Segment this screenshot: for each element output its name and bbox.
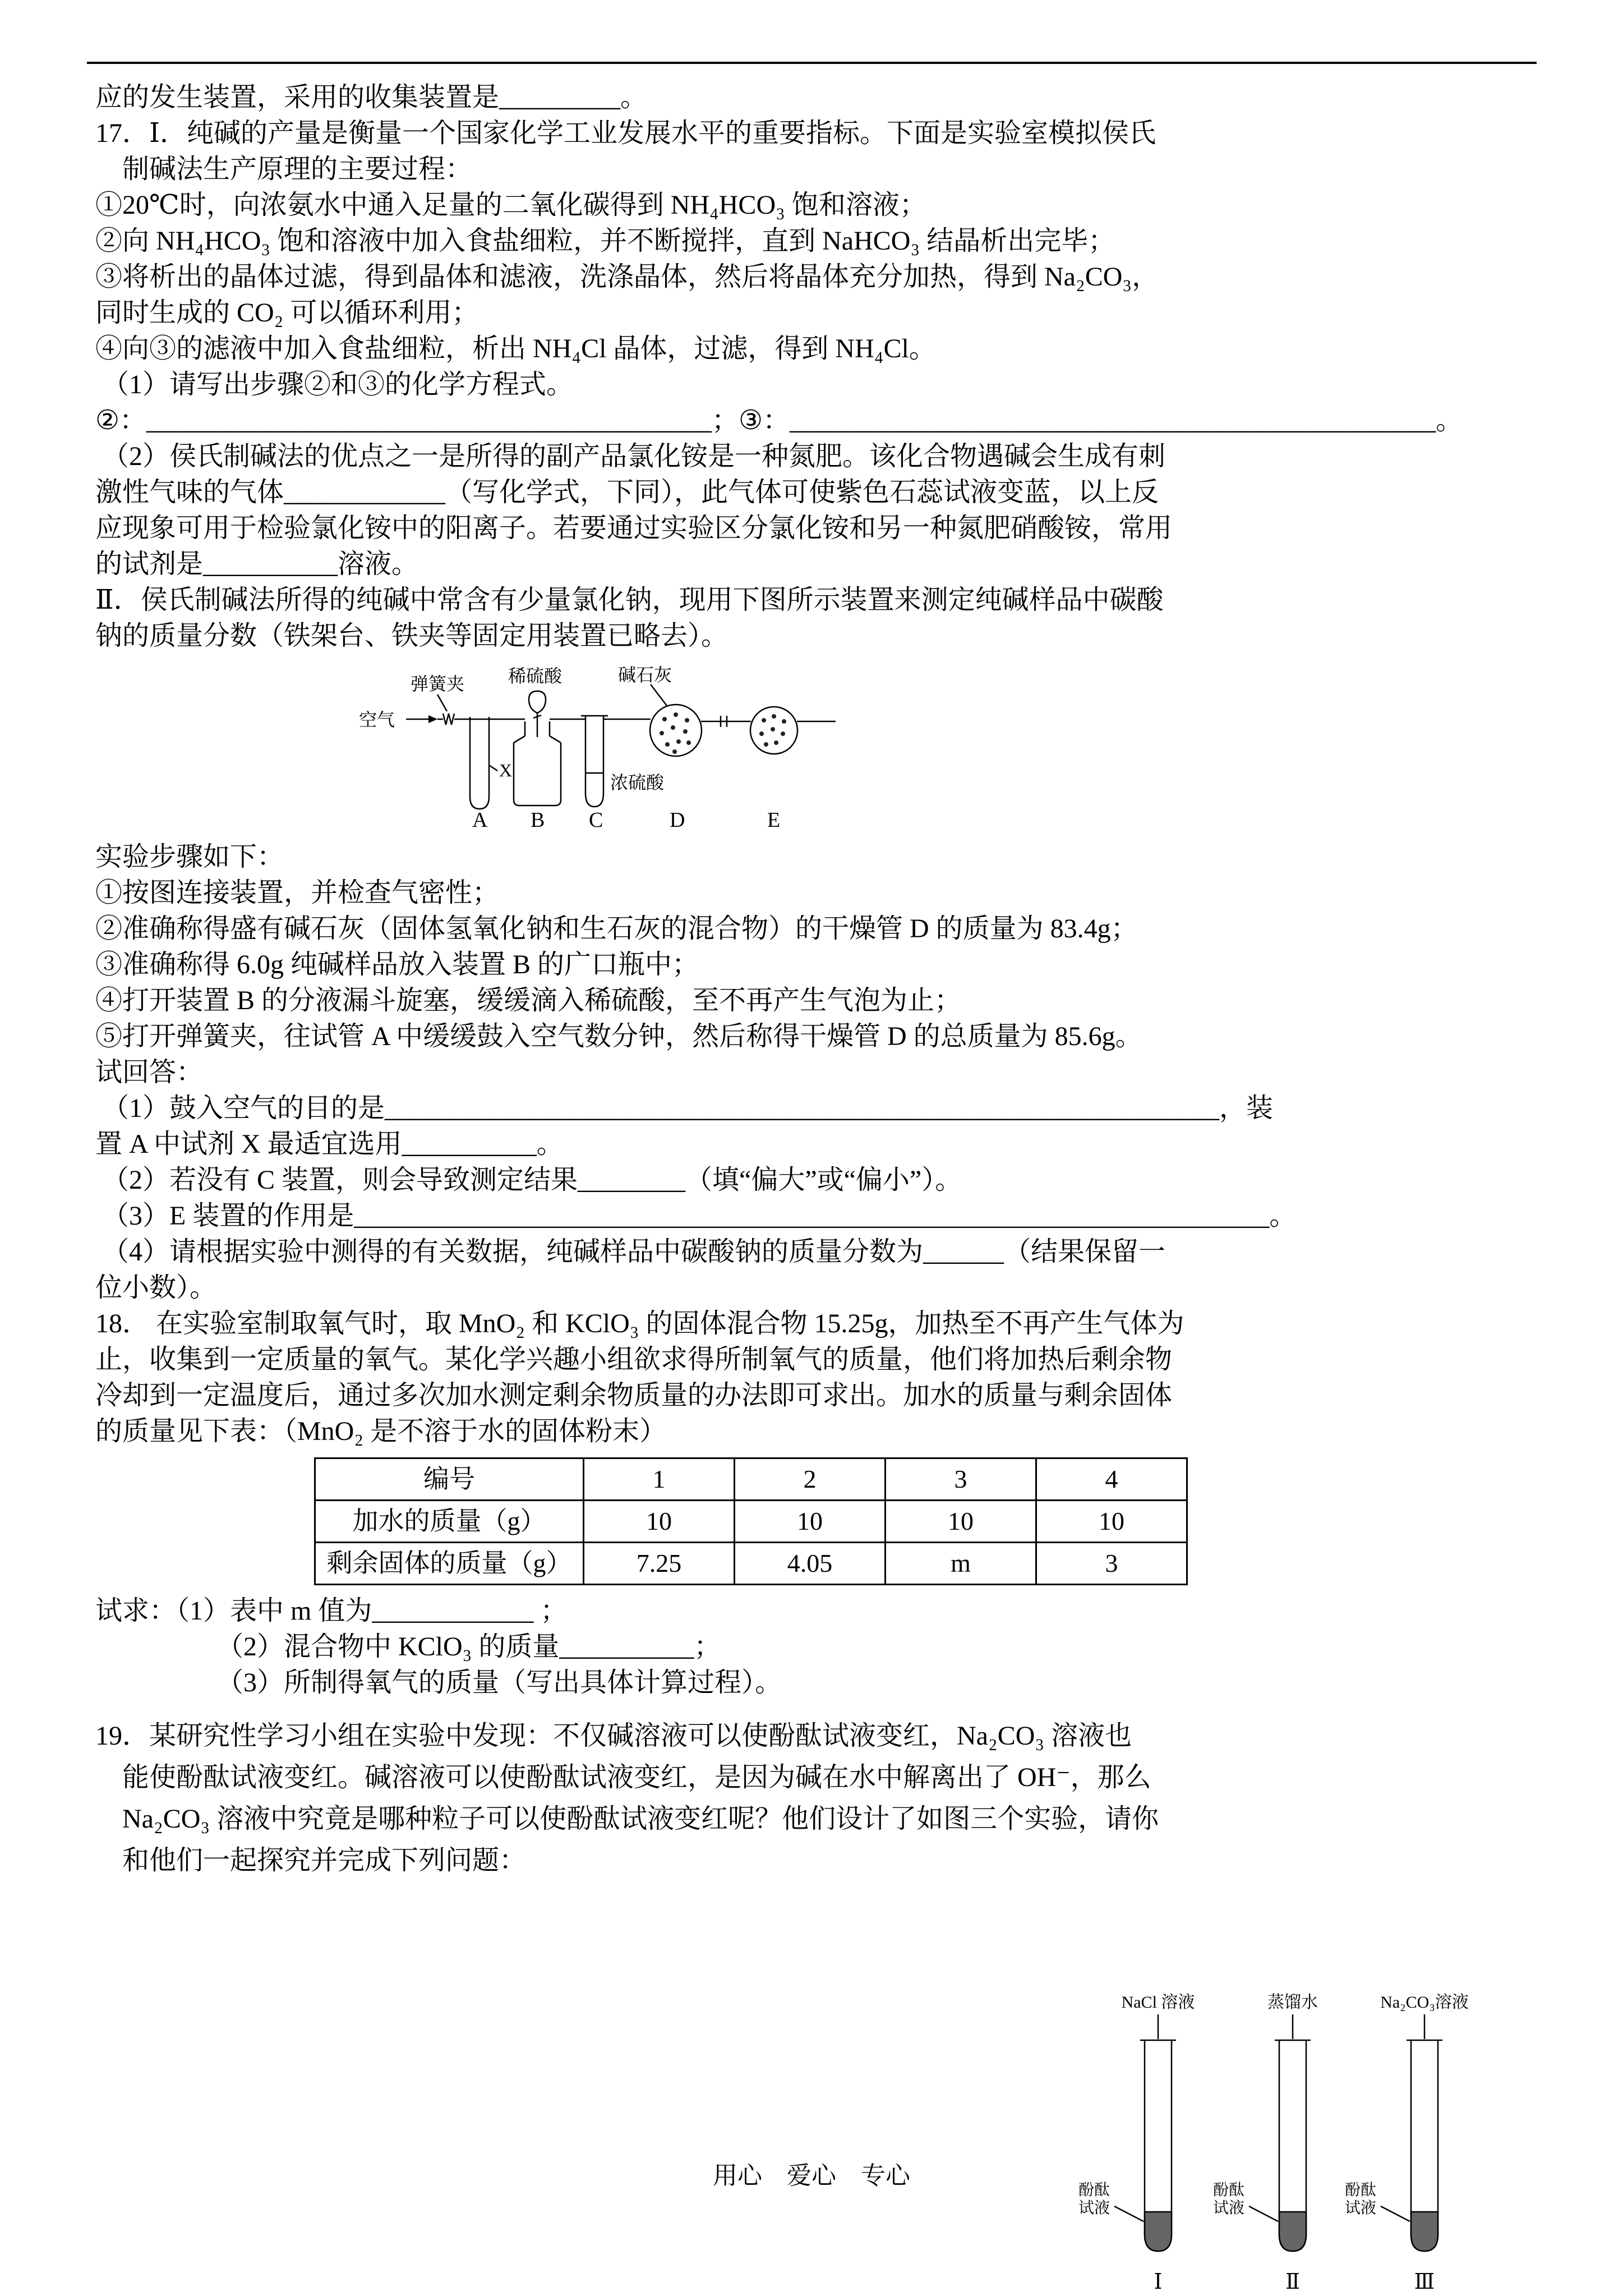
device-letter-a: A bbox=[472, 808, 488, 831]
tube1-solution-label: NaCl 溶液 bbox=[1121, 1993, 1195, 2012]
text-line: 应的发生装置，采用的收集装置是_________。 bbox=[95, 82, 648, 112]
text-line: 能使酚酞试液变红。碱溶液可以使酚酞试液变红，是因为碱在水中解离出了 OH⁻，那么 bbox=[122, 1763, 1151, 1792]
table-cell: 10 bbox=[1036, 1501, 1187, 1543]
device-letter-e: E bbox=[767, 808, 781, 831]
table-cell: m bbox=[886, 1543, 1036, 1585]
conc-acid-label: 浓硫酸 bbox=[610, 772, 665, 793]
text-line: ②向 NH₄HCO₃ 饱和溶液中加入食盐细粒，并不断搅拌，直到 NaHCO₃ 结晶析出完毕； bbox=[95, 226, 1115, 256]
text-block-q19 bbox=[95, 1715, 1542, 1881]
text-line: 19．某研究性学习小组在实验中发现：不仅碱溶液可以使酚酞试液变红，Na₂CO₃ 溶液也 bbox=[95, 1721, 1132, 1751]
device-letter-d: D bbox=[670, 808, 685, 831]
text-line: 18． 在实验室制取氧气时，取 MnO₂ 和 KClO₃ 的固体混合物 15.25g，加热至不再产生气体为 bbox=[95, 1309, 1184, 1338]
text-line: 和他们一起探究并完成下列问题： bbox=[122, 1846, 527, 1875]
text-line: 的试剂是__________溶液。 bbox=[95, 549, 419, 579]
soda-lime-label: 碱石灰 bbox=[618, 665, 672, 685]
table-row bbox=[315, 1501, 1187, 1543]
text-line: 激性气味的气体____________（写化学式，下同），此气体可使紫色石蕊试液变蓝，以上反 bbox=[95, 477, 1159, 507]
table-cell: 10 bbox=[886, 1501, 1036, 1543]
header-rule bbox=[87, 62, 1537, 64]
tube2-numeral: Ⅱ bbox=[1285, 2270, 1300, 2294]
text-line: 试回答： bbox=[95, 1057, 204, 1087]
text-line: （2）侯氏制碱法的优点之一是所得的副产品氯化铵是一种氮肥。该化合物遇碱会生成有刺 bbox=[102, 441, 1166, 471]
table-cell: 2 bbox=[735, 1458, 886, 1501]
text-block-after-table bbox=[95, 1593, 1542, 1701]
table-cell: 7.25 bbox=[584, 1543, 735, 1585]
table-cell: 10 bbox=[735, 1501, 886, 1543]
text-line: 置 A 中试剂 X 最适宜选用__________。 bbox=[95, 1129, 564, 1159]
text-line: ③将析出的晶体过滤，得到晶体和滤液，洗涤晶体，然后将晶体充分加热，得到 Na₂CO₃， bbox=[95, 262, 1159, 292]
text-line: 实验步骤如下： bbox=[95, 842, 284, 872]
spring-clamp-label: 弹簧夹 bbox=[411, 674, 465, 694]
text-line: 位小数）。 bbox=[95, 1273, 217, 1303]
tube3-numeral: Ⅲ bbox=[1414, 2270, 1435, 2294]
device-letter-c: C bbox=[589, 808, 603, 831]
text-line: ③准确称得 6.0g 纯碱样品放入装置 B 的广口瓶中； bbox=[95, 950, 699, 979]
tube3-phenolphthalein-label-line1: 酚酞 bbox=[1345, 2182, 1377, 2199]
text-line: （4）请根据实验中测得的有关数据，纯碱样品中碳酸钠的质量分数为______（结果保留一 bbox=[102, 1237, 1166, 1267]
tube2-phenolphthalein-label-line2: 试液 bbox=[1213, 2200, 1245, 2217]
text-line: ④打开装置 B 的分液漏斗旋塞，缓缓滴入稀硫酸，至不再产生气泡为止； bbox=[95, 986, 962, 1015]
table-cell: 1 bbox=[584, 1458, 735, 1501]
document-content bbox=[95, 80, 1542, 1881]
text-line: 的质量见下表：（MnO₂ 是不溶于水的固体粉末） bbox=[95, 1416, 667, 1446]
text-line: Na₂CO₃ 溶液中究竟是哪种粒子可以使酚酞试液变红呢？他们设计了如图三个实验，请你 bbox=[122, 1804, 1159, 1834]
testtube-svg bbox=[1074, 1989, 1478, 2294]
table-cell: 加水的质量（g） bbox=[315, 1501, 584, 1543]
text-line: （3）所制得氧气的质量（写出具体计算过程）。 bbox=[216, 1668, 782, 1697]
text-line: （3）E 装置的作用是____________________________________________________________________。 bbox=[102, 1201, 1297, 1231]
text-line: 同时生成的 CO₂ 可以循环利用； bbox=[95, 298, 479, 328]
text-line: ⑤打开弹簧夹，往试管 A 中缓缓鼓入空气数分钟，然后称得干燥管 D 的总质量为 85.6g。 bbox=[95, 1022, 1142, 1051]
text-line: 钠的质量分数（铁架台、铁夹等固定用装置已略去）。 bbox=[95, 621, 728, 651]
table-row bbox=[315, 1543, 1187, 1585]
tube1-phenolphthalein-label-line2: 试液 bbox=[1078, 2200, 1110, 2217]
apparatus-diagram bbox=[359, 663, 864, 831]
mass-data-table bbox=[314, 1457, 1188, 1585]
testtube-figure bbox=[1074, 1989, 1478, 2294]
tube2-solution-label: 蒸馏水 bbox=[1267, 1993, 1318, 2012]
apparatus-svg bbox=[359, 663, 864, 831]
tube2-phenolphthalein-label-line1: 酚酞 bbox=[1213, 2182, 1245, 2199]
table-row bbox=[315, 1458, 1187, 1501]
text-line: （1）请写出步骤②和③的化学方程式。 bbox=[102, 370, 574, 399]
table-cell: 4.05 bbox=[735, 1543, 886, 1585]
text-block-top bbox=[95, 80, 1542, 654]
page-footer: 用心 爱心 专心 bbox=[713, 2162, 910, 2189]
text-line: ④向③的滤液中加入食盐细粒，析出 NH₄Cl 晶体，过滤，得到 NH₄Cl。 bbox=[95, 334, 936, 364]
text-line: 冷却到一定温度后，通过多次加水测定剩余物质量的办法即可求出。加水的质量与剩余固体 bbox=[95, 1381, 1173, 1410]
text-line: ②准确称得盛有碱石灰（固体氢氧化钠和生石灰的混合物）的干燥管 D 的质量为 83.4g； bbox=[95, 914, 1138, 944]
dilute-acid-label: 稀硫酸 bbox=[508, 666, 562, 686]
text-line: ①20℃时，向浓氨水中通入足量的二氧化碳得到 NH₄HCO₃ 饱和溶液； bbox=[95, 190, 926, 220]
reagent-x-label: X bbox=[499, 760, 513, 780]
text-line: 制碱法生产原理的主要过程： bbox=[122, 154, 473, 184]
table-cell: 剩余固体的质量（g） bbox=[315, 1543, 584, 1585]
table-cell: 4 bbox=[1036, 1458, 1187, 1501]
table-cell: 10 bbox=[584, 1501, 735, 1543]
text-line: 应现象可用于检验氯化铵中的阳离子。若要通过实验区分氯化铵和另一种氮肥硝酸铵，常用 bbox=[95, 513, 1173, 543]
text-block-mid bbox=[95, 839, 1542, 1450]
air-label: 空气 bbox=[359, 710, 395, 730]
table-cell: 编号 bbox=[315, 1458, 584, 1501]
text-line: 止，收集到一定质量的氧气。某化学兴趣小组欲求得所制氧气的质量，他们将加热后剩余物 bbox=[95, 1345, 1173, 1374]
text-line: （2）混合物中 KClO₃ 的质量__________； bbox=[216, 1632, 721, 1662]
text-line: （1）鼓入空气的目的是______________________________________________________________，装 bbox=[102, 1093, 1274, 1123]
text-line: 试求：（1）表中 m 值为____________ ； bbox=[95, 1596, 568, 1626]
text-line: ②：__________________________________________；③：________________________________________________。 bbox=[95, 406, 1463, 435]
soda-lime-granules bbox=[660, 712, 786, 754]
text-line: 17．Ⅰ．纯碱的产量是衡量一个国家化学工业发展水平的重要指标。下面是实验室模拟侯氏 bbox=[95, 118, 1156, 148]
tube1-phenolphthalein-label-line1: 酚酞 bbox=[1078, 2182, 1110, 2199]
device-letter-b: B bbox=[531, 808, 545, 831]
table-cell: 3 bbox=[886, 1458, 1036, 1501]
table-cell: 3 bbox=[1036, 1543, 1187, 1585]
tube3-solution-label: Na₂CO₃溶液 bbox=[1380, 1993, 1469, 2012]
text-line: （2）若没有 C 装置，则会导致测定结果________（填“偏大”或“偏小”）。 bbox=[102, 1165, 962, 1195]
text-line: Ⅱ．侯氏制碱法所得的纯碱中常含有少量氯化钠，现用下图所示装置来测定纯碱样品中碳酸 bbox=[95, 585, 1164, 615]
tube3-phenolphthalein-label-line2: 试液 bbox=[1345, 2200, 1377, 2217]
testtube-outlines bbox=[1114, 2014, 1442, 2251]
tube1-numeral: Ⅰ bbox=[1154, 2270, 1163, 2294]
text-line: ①按图连接装置，并检查气密性； bbox=[95, 878, 500, 908]
